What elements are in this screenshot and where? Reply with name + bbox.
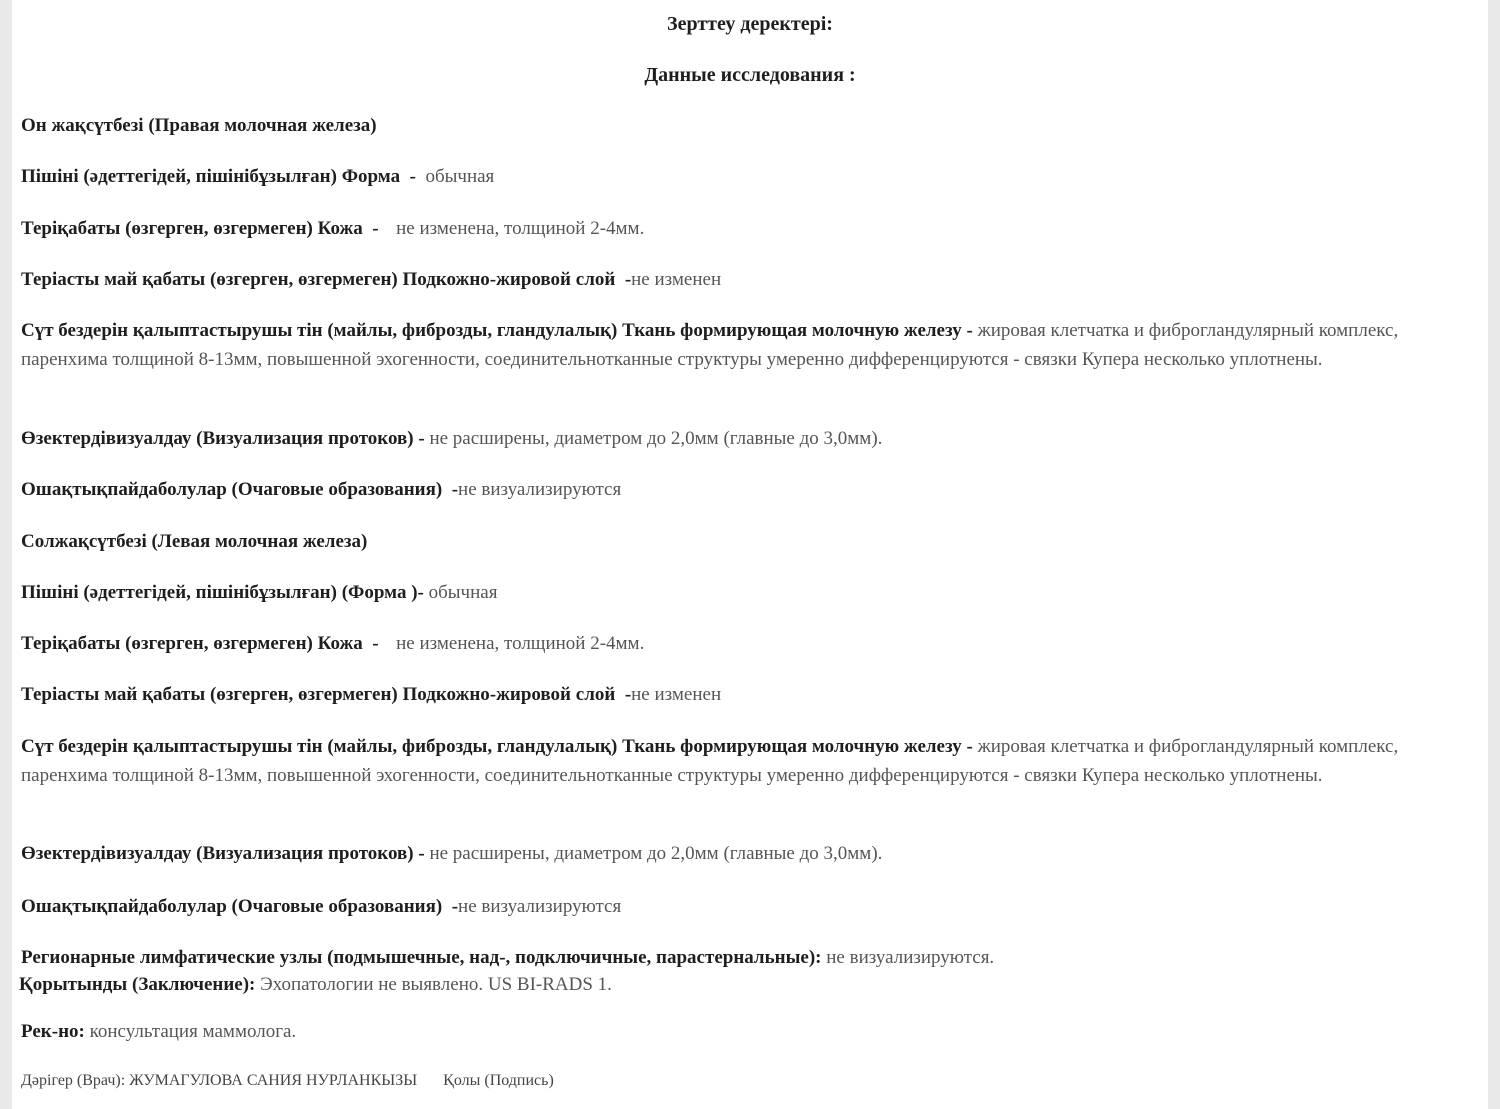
conclusion-value: Эхопатологии не выявлено. US BI-RADS 1.	[260, 974, 612, 995]
recommendation-value: консультация маммолога.	[89, 1021, 297, 1042]
right-shape-label: Пішіні (әдеттегідей, пішінібұзылған) Форма	[21, 166, 401, 187]
left-skin-label: Теріқабаты (өзгерген, өзгермеген) Кожа	[21, 633, 363, 654]
title-ru: Данные исследования :	[644, 64, 856, 86]
right-tissue-label: Сүт бездерін қалыптастырушы тін (майлы, фиброзды, гландулалық) Ткань формирующая молочную железу -	[21, 320, 973, 341]
document-page	[12, 0, 1488, 1109]
left-focal-label: Ошақтықпайдаболулар (Очаговые образования)	[21, 896, 443, 917]
left-shape-label: Пішіні (әдеттегідей, пішінібұзылған) (Форма )-	[21, 582, 424, 603]
right-focal-value: не визуализируются	[458, 479, 622, 500]
right-fat-label: Теріасты май қабаты (өзгерген, өзгермеген) Подкожно-жировой слой	[21, 269, 616, 290]
doctor-name: ЖУМАГУЛОВА САНИЯ НУРЛАНКЫЗЫ	[129, 1072, 418, 1089]
left-focal-row	[21, 896, 621, 918]
left-fat-sep: -	[615, 684, 632, 705]
left-shape-row	[21, 582, 497, 604]
right-ducts-row	[21, 428, 882, 450]
lymph-label: Регионарные лимфатические узлы (подмышечные, над-, подключичные, парастернальные):	[21, 947, 822, 968]
left-tissue-row	[21, 732, 1471, 790]
recommendation-row	[21, 1021, 296, 1043]
left-ducts-label: Өзектердівизуалдау (Визуализация протоков) -	[21, 843, 425, 864]
right-focal-label: Ошақтықпайдаболулар (Очаговые образования)	[21, 479, 443, 500]
right-focal-row	[21, 479, 621, 501]
right-ducts-label: Өзектердівизуалдау (Визуализация протоков) -	[21, 428, 425, 449]
right-shape-sep: -	[400, 166, 426, 187]
right-skin-label: Теріқабаты (өзгерген, өзгермеген) Кожа	[21, 218, 363, 239]
right-shape-value: обычная	[425, 166, 495, 187]
conclusion-row	[19, 974, 612, 996]
conclusion-label: Қорытынды (Заключение):	[19, 974, 256, 995]
left-fat-value: не изменен	[631, 684, 722, 705]
left-skin-row	[21, 633, 644, 655]
right-shape-row	[21, 166, 494, 188]
left-focal-value: не визуализируются	[458, 896, 622, 917]
recommendation-label: Рек-но:	[21, 1021, 85, 1042]
right-ducts-value: не расширены, диаметром до 2,0мм (главные до 3,0мм).	[429, 428, 883, 449]
doctor-label: Дәрігер (Врач):	[21, 1072, 126, 1089]
left-tissue-label: Сүт бездерін қалыптастырушы тін (майлы, фиброзды, гландулалық) Ткань формирующая молочную железу -	[21, 736, 973, 757]
right-fat-row	[21, 269, 721, 291]
doctor-row	[21, 1070, 554, 1092]
right-breast-heading: Он жақсүтбезі (Правая молочная железа)	[21, 115, 377, 136]
left-ducts-row	[21, 843, 882, 865]
left-breast-heading: Солжақсүтбезі (Левая молочная железа)	[21, 531, 368, 552]
right-skin-sep: -	[362, 218, 389, 239]
left-ducts-value: не расширены, диаметром до 2,0мм (главные до 3,0мм).	[429, 843, 883, 864]
right-fat-value: не изменен	[631, 269, 722, 290]
right-focal-sep: -	[442, 479, 459, 500]
signature-label: Қолы (Подпись)	[443, 1072, 554, 1089]
left-tissue-value: жировая клетчатка и фиброгландулярный комплекс, паренхима толщиной 8-13мм, повышенной эхогенности, соединительнотканные структуры умеренно дифференцируются - связки Купера несколько уплотнены.	[21, 736, 1399, 786]
right-tissue-row	[21, 316, 1471, 374]
title-kz: Зерттеу деректері:	[667, 13, 833, 35]
left-fat-label: Теріасты май қабаты (өзгерген, өзгермеген) Подкожно-жировой слой	[21, 684, 616, 705]
lymph-value: не визуализируются.	[826, 947, 995, 968]
lymph-row	[21, 947, 994, 969]
right-tissue-value: жировая клетчатка и фиброгландулярный комплекс, паренхима толщиной 8-13мм, повышенной эхогенности, соединительнотканные структуры умеренно дифференцируются - связки Купера несколько уплотнены.	[21, 320, 1399, 370]
left-focal-sep: -	[442, 896, 459, 917]
left-skin-value: не изменена, толщиной 2-4мм.	[396, 633, 645, 654]
right-skin-value: не изменена, толщиной 2-4мм.	[396, 218, 645, 239]
left-shape-value: обычная	[428, 582, 498, 603]
left-fat-row	[21, 684, 721, 706]
right-skin-row	[21, 218, 644, 240]
right-fat-sep: -	[615, 269, 632, 290]
left-skin-sep: -	[362, 633, 389, 654]
